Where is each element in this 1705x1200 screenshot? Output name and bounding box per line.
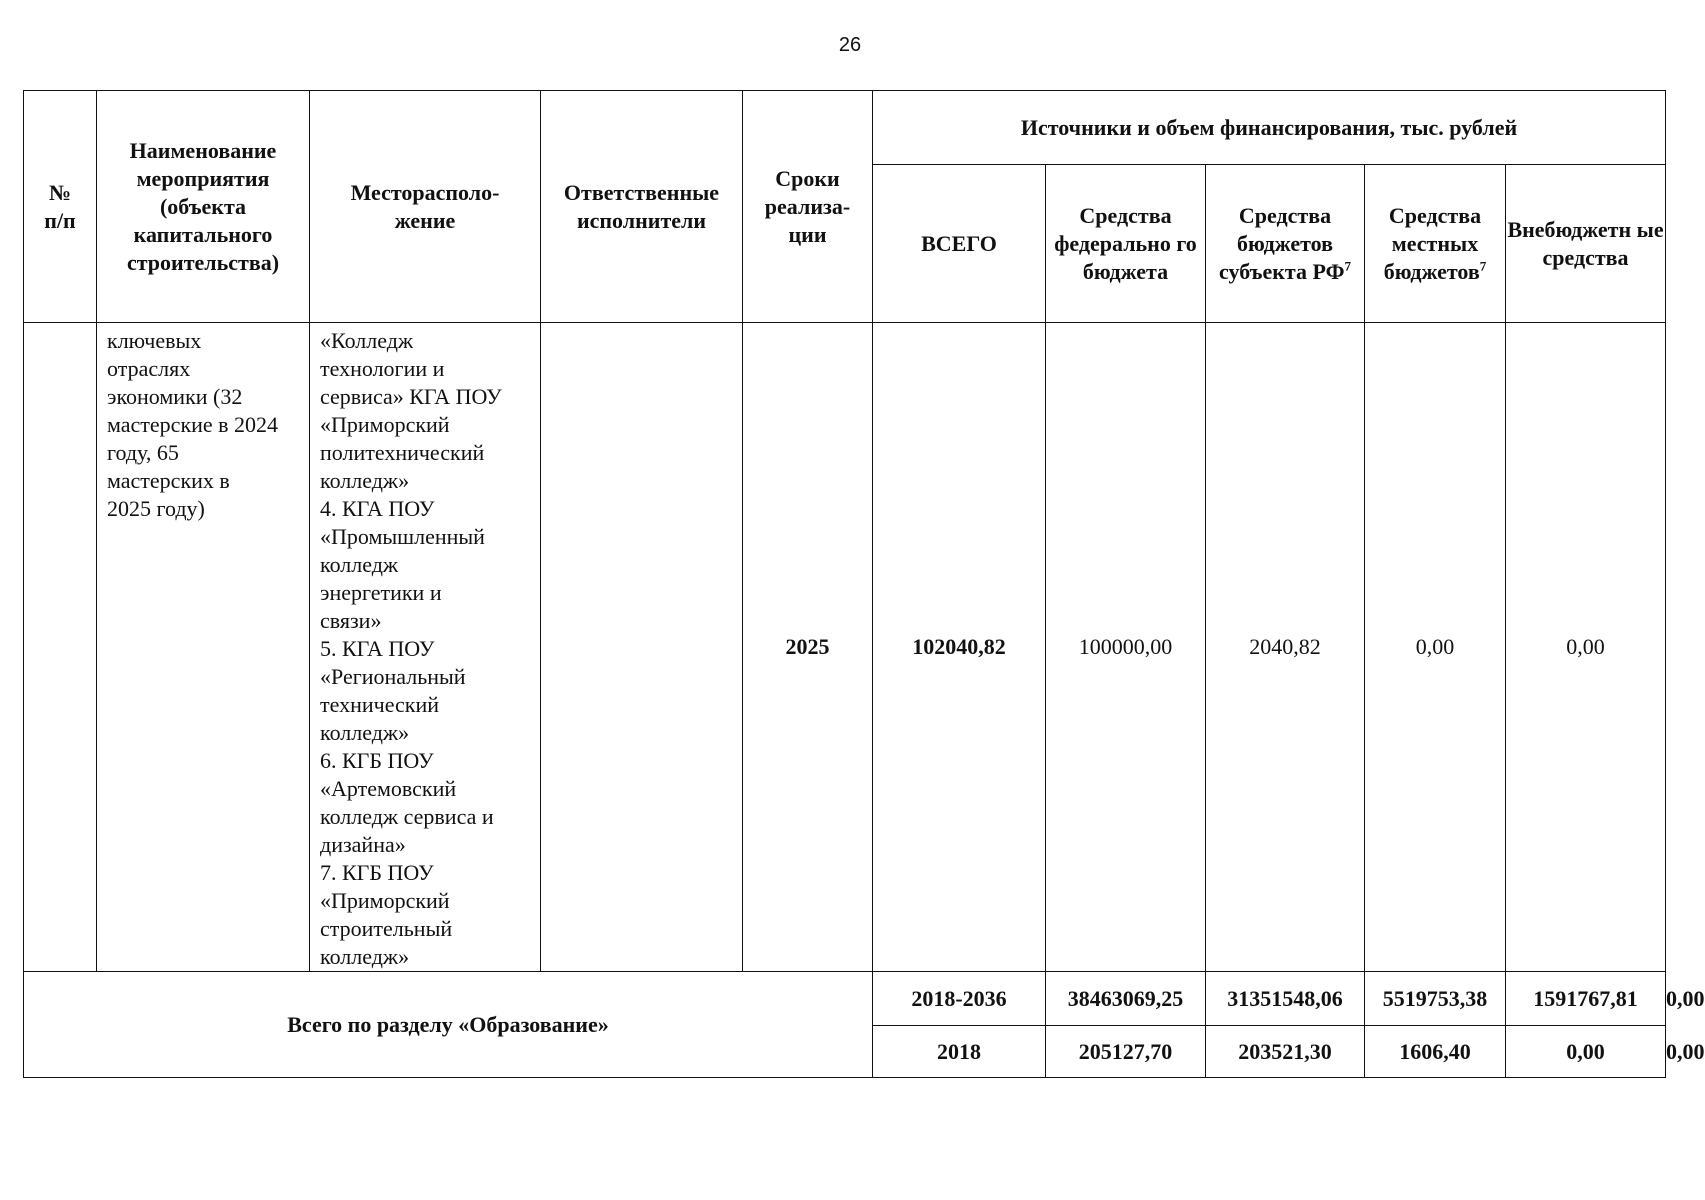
summary-label: Всего по разделу «Образование»	[24, 972, 873, 1078]
row-responsible	[541, 323, 743, 972]
header-subject-text: Средства бюджетов субъекта РФ	[1219, 202, 1345, 284]
header-row-1	[24, 91, 1666, 165]
row-local: 0,00	[1365, 323, 1506, 972]
summary-subject: 1606,40	[1365, 1026, 1506, 1078]
summary-local: 0,00	[1506, 1026, 1666, 1078]
summary-total: 38463069,25	[1046, 972, 1206, 1026]
header-terms: Сроки реализа- ции	[743, 91, 873, 323]
financing-table	[23, 90, 1705, 1078]
summary-total: 205127,70	[1046, 1026, 1206, 1078]
header-funding-group: Источники и объем финансирования, тыс. рублей	[873, 91, 1666, 165]
summary-row-2: 2018 205127,70 203521,30 1606,40 0,00 0,00	[24, 1026, 1666, 1078]
header-total: ВСЕГО	[873, 165, 1046, 323]
row-location: «Колледж технологии и сервиса» КГА ПОУ «Приморский политехнический колледж» 4. КГА ПОУ «Промышленный колледж энергетики и связи» 5. КГА ПОУ «Региональный технический колледж» 6. КГБ ПОУ «Артемовский колледж сервиса и дизайна» 7. КГБ ПОУ «Приморский строительный колледж»	[310, 323, 541, 972]
summary-period: 2018	[873, 1026, 1046, 1078]
header-subject-footnote: 7	[1344, 258, 1351, 274]
data-row	[24, 323, 1666, 972]
row-federal: 100000,00	[1046, 323, 1206, 972]
row-name: ключевых отраслях экономики (32 мастерские в 2024 году, 65 мастерских в 2025 году)	[97, 323, 310, 972]
summary-federal: 203521,30	[1206, 1026, 1365, 1078]
row-subject: 2040,82	[1206, 323, 1365, 972]
summary-period: 2018-2036	[873, 972, 1046, 1026]
header-federal: Средства федерально го бюджета	[1046, 165, 1206, 323]
header-name: Наименование мероприятия (объекта капитального строительства)	[97, 91, 310, 323]
header-local-text: Средства местных бюджетов	[1383, 202, 1482, 284]
header-local	[1365, 165, 1506, 323]
summary-federal: 31351548,06	[1206, 972, 1365, 1026]
summary-row-1: Всего по разделу «Образование» 2018-2036 38463069,25 31351548,06 5519753,38 1591767,81 0,00	[24, 972, 1666, 1026]
header-subject	[1206, 165, 1365, 323]
page-number: 26	[838, 34, 862, 56]
row-total: 102040,82	[873, 323, 1046, 972]
header-local-footnote: 7	[1479, 258, 1487, 274]
row-num	[24, 323, 97, 972]
summary-local: 1591767,81	[1506, 972, 1666, 1026]
header-location: Месторасполо- жение	[310, 91, 541, 323]
row-year: 2025	[743, 323, 873, 972]
header-num: № п/п	[24, 91, 97, 323]
row-extra: 0,00	[1506, 323, 1666, 972]
header-responsible: Ответственные исполнители	[541, 91, 743, 323]
summary-subject: 5519753,38	[1365, 972, 1506, 1026]
header-extra: Внебюджетн ые средства	[1506, 165, 1666, 323]
